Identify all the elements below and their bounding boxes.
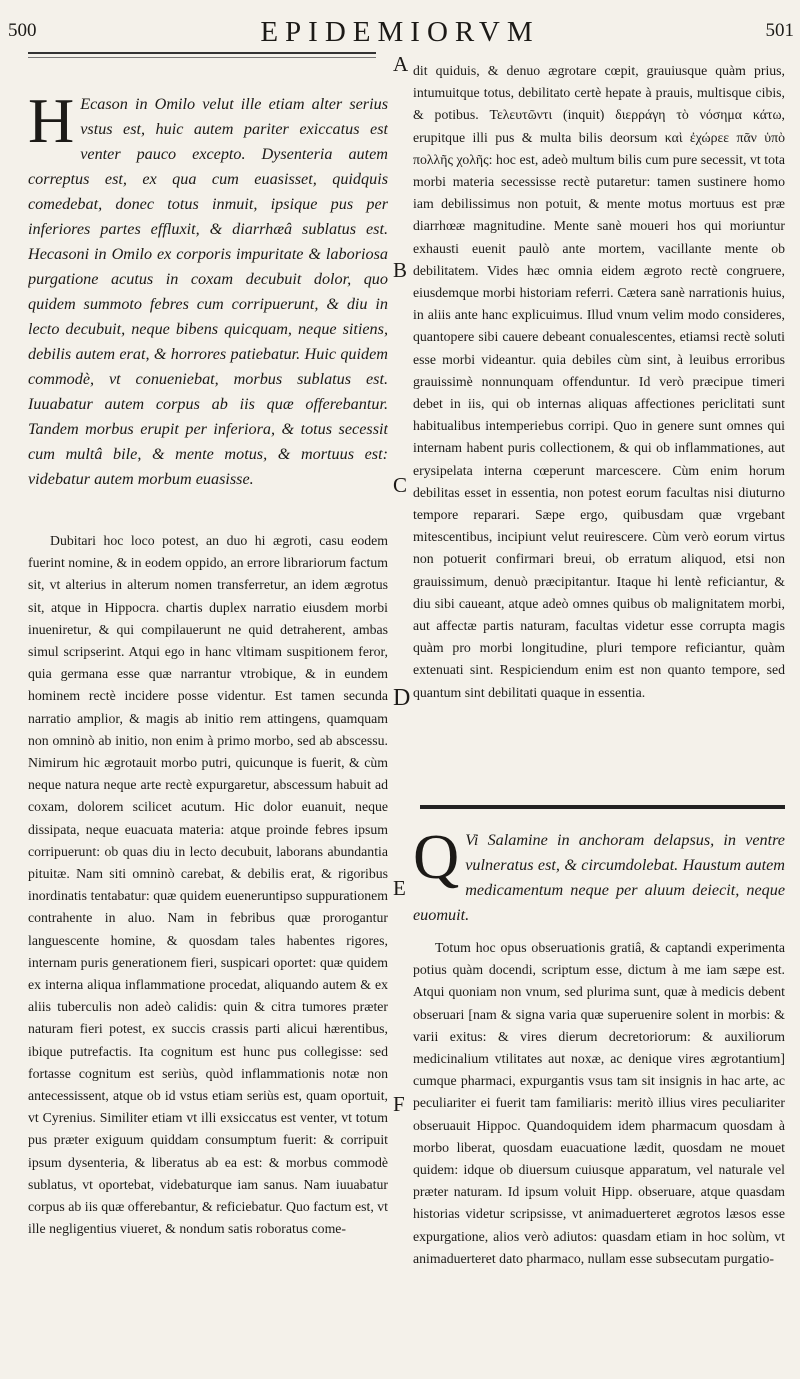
margin-letter-c: C bbox=[393, 473, 408, 497]
dropcap-h: H bbox=[28, 92, 75, 156]
right-page-number: 501 bbox=[765, 20, 794, 41]
left-commentary-text: Dubitari hoc loco potest, an duo hi ægroti, casu eodem fuerint nomine, & in eodem oppido, an errore librariorum factum sit, vt alterius in alterum nomen transferretur, an idem ægrotus sit, atque in Hippocra. chartis duplex narratio eiusdem morbi inueniretur, & qui compilauerunt ne quid detraherent, ambas simul scripserint. Atqui ego in hanc vltimam suspitionem feror, quia germana esse quæ narrantur vtrobique, & in eundem hominem rectè incidere posse videntur. Est tamen secunda narratio amplior, & magis ab initio rem attingens, quamquam non omninò ab initio, non enim à primo morbo, sed ab abscessu. Nimirum hic ægrotauit morbo putri, quicunque is fuerit, & cùm neque natura neque arte rectè expurgaretur, abscessum habuit ad coxam, dolorem scilicet acutum. Hic dolor euanuit, neque dissipata, neque euacuata materia: atque proinde febres ipsum corripuerunt: ob quas diu in lecto decubuit, laborans abundantia pituitæ. Nam siti omninò carebat, & debilis erat, & rigoribus inordinatis tentabatur: quæ quidem eueneruntipso suppurationem contrahente in aluo. Nam in febribus quæ prorogantur languescente homine, & quosdam tales habentes rigores, internam puris generationem fieri, suspicari oportet: quæ quidem ex interna aliqua inflammatione procedat, aliquando autem & ex aliis tuberculis non adeò calidis: quin & citra tumores præter naturam fieri potest, ex succis crassis parti alicui hærentibus, ibique putrefactis. Ita cognitum est hunc pus collegisse: sed fortasse cognitum est seriùs, quòd inflammationis notæ non antecessissent, atque ob id vstus etiam seriùs est, quam oportuit, vt Cyrenius. Similiter etiam vt illi exsiccatus est venter, vt totum pus præter exiguum quiddam consumptum fuerit: & corripuit ipsum dysenteria, & liberatus ab ea est: & morbus commodè sublatus, vt oportebat, videbaturque iam sanus. Nam iuuabatur corpus ab iis quæ offerebantur, & reficiebatur. Quo factum est, vt ille negligentius viueret, & nondum satis roboratus come- bbox=[28, 533, 388, 1237]
right-commentary-block-1 bbox=[413, 60, 785, 788]
right-case-text: Q Vi Salamine in anchoram delapsus, in ventre vulneratus est, & circumdolebat. Haustum autem medicamentum neque per aluum deiecit, neque euomuit. bbox=[413, 828, 785, 924]
margin-letter-d: D bbox=[393, 685, 411, 711]
margin-letter-e: E bbox=[393, 876, 406, 900]
left-case-block bbox=[28, 92, 388, 512]
margin-letter-b: B bbox=[393, 258, 408, 282]
running-title: EPIDEMIORVM bbox=[260, 16, 540, 48]
left-page-number: 500 bbox=[8, 20, 37, 41]
margin-letter-f: F bbox=[393, 1092, 405, 1116]
section-separator bbox=[420, 805, 785, 809]
right-commentary-text-2: Totum hoc opus obseruationis gratiâ, & captandi experimenta potius quàm docendi, scriptum esse, dictum à me iam sæpe est. Atqui quoniam non vnum, sed plurima sunt, quæ à medicis debent obseruari [nam & signa varia quæ superuenire solent in morbis: & varii exitus: & vires dierum decretoriorum: & auxiliorum medicinalium vtilitates aut noxæ, ac denique vires ægrotantium] cumque pharmaci, expurgantis vsus tam sit insignis in hac arte, ac peculiariter ei fuerit tam familiaris: meritò illius vires peculiariter obseruauit Hippoc. Quandoquidem idem pharmacum quosdam à morbo liberat, quosdam euacuatione lædit, quosdam ne mouet quidem: idque ob diuersum cuiusque apparatum, vel naturale vel præter naturam. Id ipsum voluit Hipp. obseruare, atque quasdam historias videtur scripsisse, vt animaduerteret ægrotos læsos esse expurgatione, alios verò adiutos: quasdam etiam in hoc solùm, vt animaduerteret dato pharmaco, nullam esse subsecutam purgatio- bbox=[413, 940, 785, 1266]
right-commentary-block-2 bbox=[413, 937, 785, 1323]
margin-letter-a: A bbox=[393, 52, 409, 76]
left-commentary-block bbox=[28, 530, 388, 1330]
right-case-block bbox=[413, 828, 785, 928]
header-rule bbox=[28, 52, 376, 54]
page-header bbox=[0, 10, 800, 50]
dropcap-q: Q bbox=[413, 828, 460, 892]
header-rule-thin bbox=[28, 57, 376, 58]
left-case-text: H Ecason in Omilo velut ille etiam alter serius vstus est, huic autem pariter exiccatus est venter pauco excepto. Dysenteria autem correptus est, ex qua cum euasisset, quidquis comedebat, donec totus inmuit, ipsique pus per inferiores partes effluxit, & diarrhæâ sublatus est. Hecasoni in Omilo ex corporis impuritate & laboriosa purgatione acutus in coxam decubuit dolor, quo quidem summoto febres cum corripuerunt, & diu in lecto decubuit, neque bibens quicquam, neque sitiens, debilis autem erat, & horrores patiebatur. Huic quidem commodè, vt conueniebat, morbus sublatus est. Iuuabatur autem corpus ab iis quæ offerebantur. Tandem morbus erupit per inferiora, & totus secessit cum multâ bile, & mente motus, & mortuus est: videbatur autem morbum euasisse. bbox=[28, 92, 388, 488]
right-commentary-text-1: dit quiduis, & denuo ægrotare cœpit, grauiusque quàm prius, intumuitque totus, debilitato certè hepate à prauis, multisque cibis, & potibus. Τελευτῶντι (inquit) διερράγη τὸ νόσημα κάτω, erupitque illi pus & multa bilis deorsum καὶ ἐχώρεε πᾶν ὑπὸ πολλῆς χολῆς: hoc est, adeò multum bilis cum pure secessit, vt tota morbi materia secessisse rectè putaretur: tamen sustinere homo iam debilissimus non potuit, & mente motus mortuus est præ diarrhœæ magnitudine. Mente sanè moueri hos qui moriuntur exhausti euenit paulò ante mortem, vacillante mente ob debilitatem. Vides hæc omnia eidem ægroto rectè congruere, eiusdemque morbi historiam referri. Cætera sanè narrationis huius, in aliis ante hanc explicuimus. Illud vnum velim modo consideres, quantopere sibi cauere debeant conualescentes, etiamsi rectè soluti esse morbi videantur. quia debiles cùm sint, à leuibus erroribus grauissimè nonnunquam offenduntur. Id verò præcipue timeri debet in iis, qui ob internas aliquas affectiones periclitati sunt habitualibus intemperiebus corripi. Quo in genere sunt omnes qui internam habent puris collectionem, & qui ob inflammationes, aut erysipelata interna cœperunt marcescere. Cùm enim horum debilitas esset in essentia, non potest eorum facultas nisi diuturno tempore reparari. Sæpe ergo, quibusdam quæ vrgebant mitescentibus, incipiunt velut reuirescere. Cùm verò eorum virtus non potuerit confirmari breui, ob erratum aliquod, etsi non grauissimum, denuò præcipitantur. Itaque hi lentè reficiantur, & diu sibi caueant, atque adeò omnes quibus ob malignitatem morbi, aut affectæ partis naturam, facultas videtur esse corrupta magis quàm pro morbi longitudine, pluri tempore reficiantur, quàm extenuati sint. Respiciendum enim est non quanto tempore, sed quantum sint debilitati quaque in essentia. bbox=[413, 63, 785, 700]
